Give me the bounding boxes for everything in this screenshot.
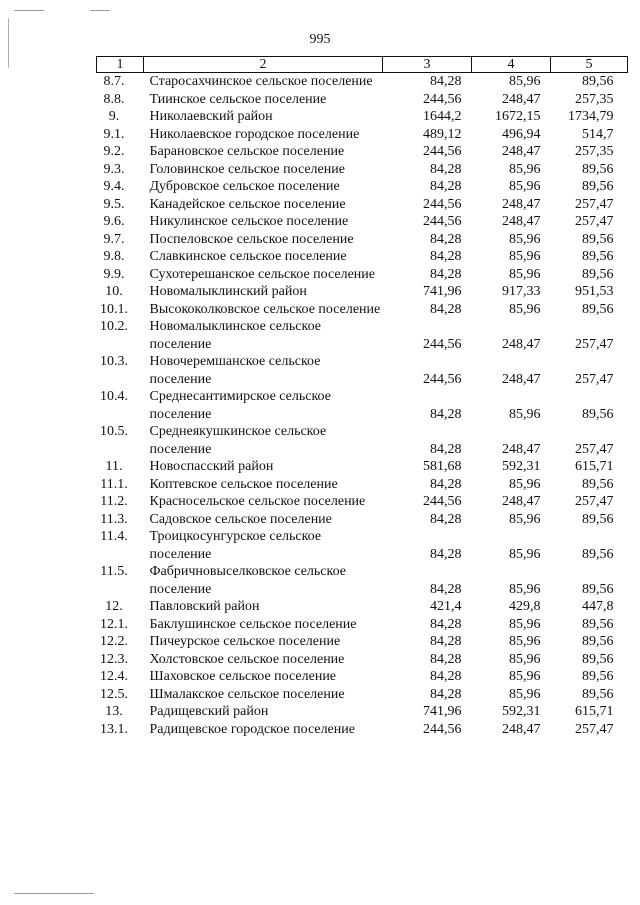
value-col-4: 248,47 xyxy=(502,196,541,212)
table-row xyxy=(97,283,628,301)
row-number: 9.6. xyxy=(103,214,125,229)
row-number: 10.4. xyxy=(100,389,128,404)
value-col-3: 244,56 xyxy=(423,721,462,737)
row-name: Пичеурское сельское поселение xyxy=(149,634,341,649)
value-col-5: 89,56 xyxy=(582,686,614,702)
value-col-4: 85,96 xyxy=(509,231,541,247)
row-number: 12.5. xyxy=(100,686,128,702)
value-col-3: 244,56 xyxy=(423,144,462,159)
value-col-5: 615,71 xyxy=(575,704,614,719)
table-row xyxy=(97,196,628,214)
value-col-3: 421,4 xyxy=(430,599,462,614)
value-col-3: 244,56 xyxy=(423,371,462,387)
row-name: Радищевский район xyxy=(149,704,269,719)
table-row xyxy=(97,563,628,598)
value-col-4: 592,31 xyxy=(502,704,541,719)
row-number: 9.8. xyxy=(103,249,125,264)
table-row xyxy=(97,73,628,91)
row-number: 11.5. xyxy=(100,564,128,579)
row-number: 8.8. xyxy=(103,91,125,107)
table-row xyxy=(97,388,628,423)
value-col-3: 244,56 xyxy=(423,494,462,509)
value-col-5: 615,71 xyxy=(575,459,614,474)
value-col-3: 84,28 xyxy=(430,266,462,282)
table-row xyxy=(97,91,628,109)
row-number: 11.3. xyxy=(100,511,128,527)
table-row xyxy=(97,318,628,353)
table-row xyxy=(97,476,628,494)
value-col-3: 1644,2 xyxy=(423,109,462,124)
value-col-4: 85,96 xyxy=(509,686,541,702)
table-row xyxy=(97,126,628,144)
value-col-3: 84,28 xyxy=(430,686,462,702)
table-row xyxy=(97,616,628,634)
value-col-5: 89,56 xyxy=(582,74,614,89)
value-col-4: 1672,15 xyxy=(495,109,541,124)
row-number: 9.7. xyxy=(103,231,125,247)
value-col-5: 257,47 xyxy=(575,336,614,352)
row-name: Новомалыклинский район xyxy=(149,284,307,299)
row-name: Славкинское сельское поселение xyxy=(149,249,347,264)
value-col-5: 89,56 xyxy=(582,511,614,527)
row-name: Новочеремшанское сельское поселение xyxy=(149,354,321,387)
row-number: 9.9. xyxy=(103,266,125,282)
column-header: 4 xyxy=(472,57,551,73)
table-row xyxy=(97,686,628,704)
value-col-4: 248,47 xyxy=(502,494,541,509)
table-row xyxy=(97,266,628,284)
value-col-3: 84,28 xyxy=(430,406,462,422)
row-number: 12.1. xyxy=(100,616,128,632)
value-col-4: 85,96 xyxy=(509,634,541,649)
value-col-5: 89,56 xyxy=(582,634,614,649)
value-col-4: 85,96 xyxy=(509,406,541,422)
row-name: Баклушинское сельское поселение xyxy=(149,616,357,632)
value-col-5: 257,47 xyxy=(575,441,614,457)
table-row xyxy=(97,458,628,476)
table-row xyxy=(97,143,628,161)
table-row xyxy=(97,721,628,739)
row-name: Садовское сельское поселение xyxy=(149,511,332,527)
table-body xyxy=(97,73,628,739)
value-col-4: 248,47 xyxy=(502,371,541,387)
table-row xyxy=(97,248,628,266)
row-name: Шмалакское сельское поселение xyxy=(149,686,345,702)
column-header: 3 xyxy=(383,57,472,73)
row-name: Никулинское сельское поселение xyxy=(149,214,349,229)
row-name: Фабричновыселковское сельское поселение xyxy=(149,564,346,597)
row-name: Дубровское сельское поселение xyxy=(149,179,340,194)
value-col-5: 257,47 xyxy=(575,214,614,229)
row-number: 10.5. xyxy=(100,424,128,439)
page-number: 995 xyxy=(309,32,331,47)
value-col-4: 496,94 xyxy=(502,126,541,142)
table-row xyxy=(97,668,628,686)
value-col-5: 89,56 xyxy=(582,581,614,597)
value-col-3: 84,28 xyxy=(430,441,462,457)
table-row xyxy=(97,633,628,651)
value-col-4: 85,96 xyxy=(509,616,541,632)
row-number: 10.1. xyxy=(100,301,128,317)
row-number: 12.4. xyxy=(100,669,128,684)
row-name: Троицкосунгурское сельское поселение xyxy=(149,529,322,562)
value-col-5: 257,35 xyxy=(575,91,614,107)
row-number: 10. xyxy=(105,284,123,299)
row-number: 12.2. xyxy=(100,634,128,649)
table-row xyxy=(97,108,628,126)
row-number: 9. xyxy=(108,109,120,124)
value-col-3: 84,28 xyxy=(430,616,462,632)
value-col-3: 84,28 xyxy=(430,669,462,684)
row-number: 12.3. xyxy=(100,651,128,667)
row-number: 10.3. xyxy=(100,354,128,369)
value-col-5: 257,47 xyxy=(575,494,614,509)
row-name: Сухотерешанское сельское поселение xyxy=(149,266,375,282)
value-col-5: 89,56 xyxy=(582,161,614,177)
value-col-5: 89,56 xyxy=(582,249,614,264)
value-col-5: 447,8 xyxy=(582,599,614,614)
value-col-5: 514,7 xyxy=(582,126,614,142)
table-row xyxy=(97,493,628,511)
table-row xyxy=(97,301,628,319)
row-number: 11. xyxy=(105,459,123,474)
row-number: 9.3. xyxy=(103,161,125,177)
value-col-3: 244,56 xyxy=(423,336,462,352)
value-col-5: 89,56 xyxy=(582,476,614,492)
value-col-3: 84,28 xyxy=(430,161,462,177)
column-header: 5 xyxy=(551,57,628,73)
table-row xyxy=(97,511,628,529)
value-col-5: 89,56 xyxy=(582,179,614,194)
value-col-5: 89,56 xyxy=(582,616,614,632)
row-name: Николаевское городское поселение xyxy=(149,126,360,142)
row-name: Шаховское сельское поселение xyxy=(149,669,337,684)
value-col-3: 84,28 xyxy=(430,546,462,562)
value-col-3: 84,28 xyxy=(430,74,462,89)
value-col-4: 85,96 xyxy=(509,476,541,492)
row-number: 9.4. xyxy=(103,179,125,194)
value-col-5: 257,47 xyxy=(575,371,614,387)
value-col-4: 248,47 xyxy=(502,214,541,229)
table-row xyxy=(97,231,628,249)
value-col-5: 951,53 xyxy=(575,284,614,299)
row-number: 11.1. xyxy=(100,476,128,492)
table-row xyxy=(97,213,628,231)
row-number: 11.2. xyxy=(100,494,128,509)
row-number: 10.2. xyxy=(100,319,128,334)
value-col-5: 257,47 xyxy=(575,196,614,212)
column-header: 2 xyxy=(144,57,383,73)
value-col-4: 85,96 xyxy=(509,74,541,89)
table-row xyxy=(97,528,628,563)
value-col-3: 244,56 xyxy=(423,214,462,229)
value-col-4: 248,47 xyxy=(502,721,541,737)
value-col-3: 84,28 xyxy=(430,634,462,649)
value-col-5: 89,56 xyxy=(582,651,614,667)
value-col-4: 85,96 xyxy=(509,161,541,177)
table-row xyxy=(97,423,628,458)
value-col-3: 84,28 xyxy=(430,651,462,667)
value-col-4: 85,96 xyxy=(509,301,541,317)
table-header-row xyxy=(97,57,628,73)
value-col-5: 89,56 xyxy=(582,301,614,317)
value-col-4: 85,96 xyxy=(509,266,541,282)
row-name: Старосахчинское сельское поселение xyxy=(149,74,373,89)
scan-artifact-top xyxy=(14,10,44,11)
value-col-4: 85,96 xyxy=(509,179,541,194)
row-name: Холстовское сельское поселение xyxy=(149,651,345,667)
scan-artifact-top xyxy=(90,10,110,11)
value-col-4: 85,96 xyxy=(509,651,541,667)
row-name: Новомалыклинское сельское поселение xyxy=(149,319,321,352)
table-row xyxy=(97,178,628,196)
value-col-4: 917,33 xyxy=(502,284,541,299)
row-number: 8.7. xyxy=(103,74,125,89)
row-name: Тиинское сельское поселение xyxy=(149,91,327,107)
row-name: Николаевский район xyxy=(149,109,273,124)
row-name: Новоспасский район xyxy=(149,459,274,474)
row-number: 11.4. xyxy=(100,529,128,544)
row-name: Барановское сельское поселение xyxy=(149,144,345,159)
value-col-3: 84,28 xyxy=(430,581,462,597)
row-name: Высококолковское сельское поселение xyxy=(149,301,381,317)
row-name: Среднесантимирское сельское поселение xyxy=(149,389,331,422)
value-col-3: 84,28 xyxy=(430,511,462,527)
value-col-3: 741,96 xyxy=(423,284,462,299)
table-row xyxy=(97,651,628,669)
row-name: Поспеловское сельское поселение xyxy=(149,231,354,247)
row-number: 9.2. xyxy=(103,144,125,159)
value-col-3: 84,28 xyxy=(430,179,462,194)
row-name: Коптевское сельское поселение xyxy=(149,476,338,492)
scan-artifact-bottom xyxy=(14,893,94,894)
row-name: Канадейское сельское поселение xyxy=(149,196,346,212)
value-col-3: 84,28 xyxy=(430,249,462,264)
value-col-5: 89,56 xyxy=(582,546,614,562)
value-col-3: 581,68 xyxy=(423,459,462,474)
value-col-3: 244,56 xyxy=(423,91,462,107)
row-number: 9.1. xyxy=(103,126,125,142)
row-number: 12. xyxy=(105,599,123,614)
value-col-5: 89,56 xyxy=(582,266,614,282)
row-number: 13.1. xyxy=(100,721,128,737)
value-col-4: 85,96 xyxy=(509,581,541,597)
value-col-4: 85,96 xyxy=(509,669,541,684)
row-name: Красносельское сельское поселение xyxy=(149,494,366,509)
data-table xyxy=(96,56,628,738)
value-col-5: 257,35 xyxy=(575,144,614,159)
row-name: Среднеякушкинское сельское поселение xyxy=(149,424,327,457)
value-col-3: 489,12 xyxy=(423,126,462,142)
row-number: 9.5. xyxy=(103,196,125,212)
row-name: Радищевское городское поселение xyxy=(149,721,355,737)
value-col-5: 89,56 xyxy=(582,669,614,684)
value-col-4: 592,31 xyxy=(502,459,541,474)
column-header: 1 xyxy=(97,57,144,73)
value-col-5: 1734,79 xyxy=(568,109,614,124)
value-col-4: 248,47 xyxy=(502,91,541,107)
value-col-5: 89,56 xyxy=(582,406,614,422)
value-col-4: 85,96 xyxy=(509,511,541,527)
row-number: 13. xyxy=(105,704,123,719)
row-name: Павловский район xyxy=(149,599,260,614)
value-col-4: 85,96 xyxy=(509,249,541,264)
value-col-3: 741,96 xyxy=(423,704,462,719)
value-col-5: 89,56 xyxy=(582,231,614,247)
value-col-4: 429,8 xyxy=(509,599,541,614)
value-col-4: 248,47 xyxy=(502,144,541,159)
value-col-4: 248,47 xyxy=(502,441,541,457)
value-col-3: 84,28 xyxy=(430,301,462,317)
table-row xyxy=(97,598,628,616)
value-col-3: 84,28 xyxy=(430,231,462,247)
value-col-3: 244,56 xyxy=(423,196,462,212)
table-row xyxy=(97,161,628,179)
value-col-4: 85,96 xyxy=(509,546,541,562)
row-name: Головинское сельское поселение xyxy=(149,161,345,177)
value-col-4: 248,47 xyxy=(502,336,541,352)
table-row xyxy=(97,703,628,721)
value-col-3: 84,28 xyxy=(430,476,462,492)
table-row xyxy=(97,353,628,388)
value-col-5: 257,47 xyxy=(575,721,614,737)
